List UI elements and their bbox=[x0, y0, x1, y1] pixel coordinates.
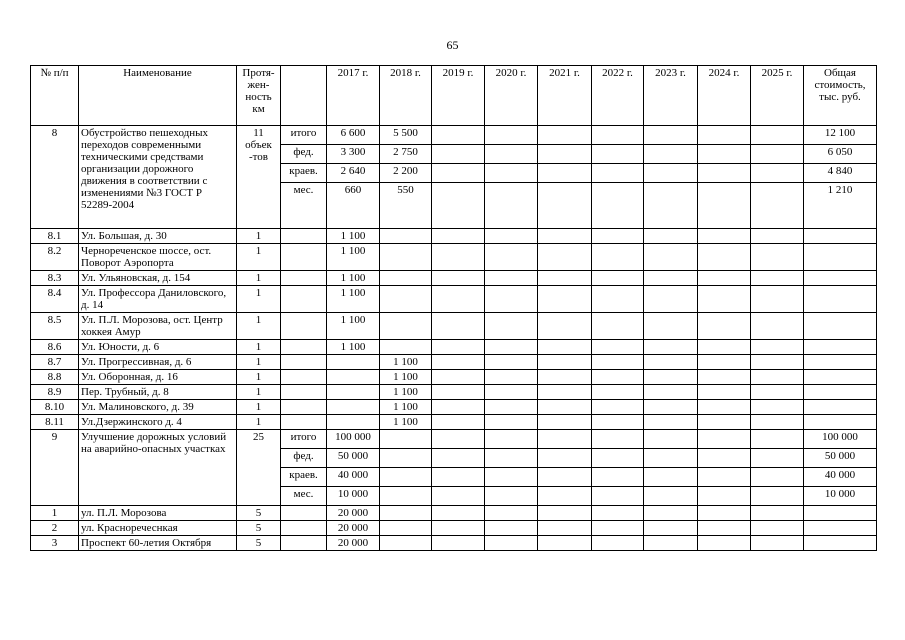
item-name: Ул. П.Л. Морозова, ост. Центр хоккея Амур bbox=[79, 313, 237, 340]
value-2017: 6 600 bbox=[327, 126, 380, 145]
header-2024: 2024 г. bbox=[698, 66, 751, 126]
item-num: 8.6 bbox=[31, 340, 79, 355]
item-num: 8.3 bbox=[31, 271, 79, 286]
value-total: 6 050 bbox=[804, 145, 877, 164]
header-2018: 2018 г. bbox=[380, 66, 432, 126]
group-9-name: Улучшение дорожных условий на аварийно-опасных участках bbox=[79, 430, 237, 506]
value-2018: 550 bbox=[380, 183, 432, 229]
value-total: 4 840 bbox=[804, 164, 877, 183]
item-num: 8.8 bbox=[31, 370, 79, 385]
item-num: 8.10 bbox=[31, 400, 79, 415]
items-9-body bbox=[31, 506, 877, 551]
budget-table bbox=[30, 65, 877, 551]
value-2018 bbox=[380, 271, 432, 286]
item-name: Ул.Дзержинского д. 4 bbox=[79, 415, 237, 430]
value-2018: 2 750 bbox=[380, 145, 432, 164]
value-2017: 1 100 bbox=[327, 313, 380, 340]
value-2017: 20 000 bbox=[327, 536, 380, 551]
item-name: Пер. Трубный, д. 8 bbox=[79, 385, 237, 400]
table-row bbox=[31, 521, 877, 536]
value-2017: 1 100 bbox=[327, 244, 380, 271]
header-type bbox=[281, 66, 327, 126]
table-row bbox=[31, 229, 877, 244]
value-2017 bbox=[327, 385, 380, 400]
value-2017: 100 000 bbox=[327, 430, 380, 449]
item-length: 5 bbox=[237, 536, 281, 551]
funding-type: мес. bbox=[281, 183, 327, 229]
table-row bbox=[31, 244, 877, 271]
group-9-length: 25 bbox=[237, 430, 281, 506]
item-length: 1 bbox=[237, 340, 281, 355]
item-num: 8.4 bbox=[31, 286, 79, 313]
item-num: 8.2 bbox=[31, 244, 79, 271]
header-length: Протя- жен- ность км bbox=[237, 66, 281, 126]
value-2017: 660 bbox=[327, 183, 380, 229]
item-num: 8.1 bbox=[31, 229, 79, 244]
header-2017: 2017 г. bbox=[327, 66, 380, 126]
table-row bbox=[31, 370, 877, 385]
item-name: Ул. Ульяновская, д. 154 bbox=[79, 271, 237, 286]
item-num: 8.5 bbox=[31, 313, 79, 340]
value-total: 12 100 bbox=[804, 126, 877, 145]
item-name: Ул. Малиновского, д. 39 bbox=[79, 400, 237, 415]
funding-type: фед. bbox=[281, 449, 327, 468]
value-2018 bbox=[380, 340, 432, 355]
item-length: 1 bbox=[237, 370, 281, 385]
value-2017: 1 100 bbox=[327, 340, 380, 355]
value-2017 bbox=[327, 370, 380, 385]
item-name: Ул. Прогрессивная, д. 6 bbox=[79, 355, 237, 370]
item-name: ул. Красноречеснкая bbox=[79, 521, 237, 536]
value-2017: 1 100 bbox=[327, 271, 380, 286]
funding-type: краев. bbox=[281, 164, 327, 183]
funding-type: краев. bbox=[281, 468, 327, 487]
item-length: 1 bbox=[237, 400, 281, 415]
header-2020: 2020 г. bbox=[485, 66, 538, 126]
value-total: 40 000 bbox=[804, 468, 877, 487]
table-row bbox=[31, 536, 877, 551]
item-num: 1 bbox=[31, 506, 79, 521]
value-2017: 50 000 bbox=[327, 449, 380, 468]
item-length: 1 bbox=[237, 355, 281, 370]
value-2017: 2 640 bbox=[327, 164, 380, 183]
header-name: Наименование bbox=[79, 66, 237, 126]
value-2018: 5 500 bbox=[380, 126, 432, 145]
item-length: 1 bbox=[237, 415, 281, 430]
value-2017: 20 000 bbox=[327, 521, 380, 536]
header-2021: 2021 г. bbox=[538, 66, 592, 126]
item-name: ул. П.Л. Морозова bbox=[79, 506, 237, 521]
funding-type: итого bbox=[281, 126, 327, 145]
funding-type: фед. bbox=[281, 145, 327, 164]
table-row bbox=[31, 506, 877, 521]
item-name: Чернореченское шоссе, ост. Поворот Аэропорта bbox=[79, 244, 237, 271]
value-2018: 2 200 bbox=[380, 164, 432, 183]
table-row bbox=[31, 271, 877, 286]
item-length: 5 bbox=[237, 506, 281, 521]
group-9-num: 9 bbox=[31, 430, 79, 506]
table-row bbox=[31, 355, 877, 370]
item-length: 1 bbox=[237, 313, 281, 340]
item-num: 3 bbox=[31, 536, 79, 551]
value-total: 1 210 bbox=[804, 183, 877, 229]
value-2018: 1 100 bbox=[380, 355, 432, 370]
value-2018: 1 100 bbox=[380, 415, 432, 430]
table-row bbox=[31, 313, 877, 340]
value-2017 bbox=[327, 400, 380, 415]
value-2018: 1 100 bbox=[380, 400, 432, 415]
group-8-num: 8 bbox=[31, 126, 79, 229]
header-2019: 2019 г. bbox=[432, 66, 485, 126]
item-num: 8.9 bbox=[31, 385, 79, 400]
header-row bbox=[31, 66, 877, 126]
value-2018: 1 100 bbox=[380, 385, 432, 400]
items-8-body bbox=[31, 229, 877, 430]
page-number: 65 bbox=[446, 38, 459, 52]
table-row bbox=[31, 400, 877, 415]
item-name: Ул. Юности, д. 6 bbox=[79, 340, 237, 355]
header-total: Общая стоимость, тыс. руб. bbox=[804, 66, 877, 126]
item-num: 2 bbox=[31, 521, 79, 536]
item-name: Ул. Оборонная, д. 16 bbox=[79, 370, 237, 385]
value-2018 bbox=[380, 313, 432, 340]
value-2017: 1 100 bbox=[327, 229, 380, 244]
funding-type: мес. bbox=[281, 487, 327, 506]
item-name: Проспект 60-летия Октября bbox=[79, 536, 237, 551]
value-2017: 10 000 bbox=[327, 487, 380, 506]
item-length: 1 bbox=[237, 271, 281, 286]
value-2017 bbox=[327, 415, 380, 430]
group-9-row-total bbox=[31, 430, 877, 449]
item-num: 8.11 bbox=[31, 415, 79, 430]
group-8-name: Обустройство пешеходных переходов современными техническими средствами организации дорожного движения в соответствии с изменениями №3 ГОСТ Р 52289-2004 bbox=[79, 126, 237, 229]
header-2025: 2025 г. bbox=[751, 66, 804, 126]
header-2023: 2023 г. bbox=[644, 66, 698, 126]
value-2018 bbox=[380, 286, 432, 313]
group-8-length: 11 объек -тов bbox=[237, 126, 281, 229]
item-length: 1 bbox=[237, 229, 281, 244]
value-total: 50 000 bbox=[804, 449, 877, 468]
item-length: 1 bbox=[237, 385, 281, 400]
item-num: 8.7 bbox=[31, 355, 79, 370]
value-2018 bbox=[380, 229, 432, 244]
value-2017: 20 000 bbox=[327, 506, 380, 521]
value-2017: 40 000 bbox=[327, 468, 380, 487]
header-2022: 2022 г. bbox=[592, 66, 644, 126]
item-length: 1 bbox=[237, 244, 281, 271]
value-total: 10 000 bbox=[804, 487, 877, 506]
value-total: 100 000 bbox=[804, 430, 877, 449]
item-length: 5 bbox=[237, 521, 281, 536]
funding-type: итого bbox=[281, 430, 327, 449]
item-length: 1 bbox=[237, 286, 281, 313]
value-2017: 3 300 bbox=[327, 145, 380, 164]
value-2018 bbox=[380, 244, 432, 271]
value-2017: 1 100 bbox=[327, 286, 380, 313]
table-row bbox=[31, 286, 877, 313]
item-name: Ул. Большая, д. 30 bbox=[79, 229, 237, 244]
item-name: Ул. Профессора Даниловского, д. 14 bbox=[79, 286, 237, 313]
table-row bbox=[31, 415, 877, 430]
value-2018: 1 100 bbox=[380, 370, 432, 385]
value-2017 bbox=[327, 355, 380, 370]
group-8-row-total bbox=[31, 126, 877, 145]
table-row bbox=[31, 340, 877, 355]
table-row bbox=[31, 385, 877, 400]
header-num: № п/п bbox=[31, 66, 79, 126]
